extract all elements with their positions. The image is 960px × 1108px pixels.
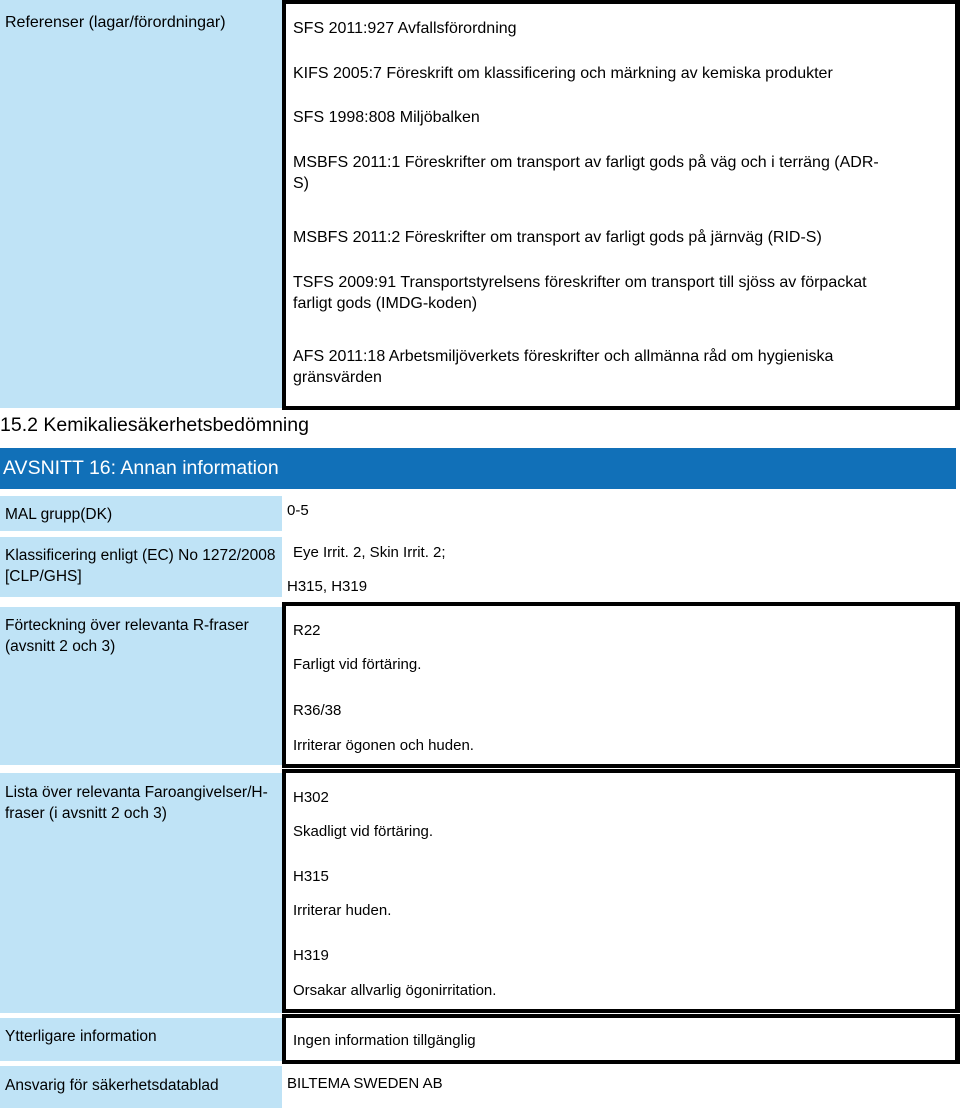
section-16-title: AVSNITT 16: Annan information (3, 457, 279, 479)
r-phrases-label: Förteckning över relevanta R-fraser (avsnitt 2 och 3) (5, 617, 249, 655)
reference-item: MSBFS 2011:1 Föreskrifter om transport av farligt gods på väg och i terräng (ADR-S) (293, 154, 879, 192)
classification-line-1: Eye Irrit. 2, Skin Irrit. 2; (293, 544, 446, 561)
mal-label: MAL grupp(DK) (5, 506, 113, 523)
h-phrase-code: H319 (293, 947, 329, 964)
h-phrase-code: H315 (293, 868, 329, 885)
r-phrase-text: Farligt vid förtäring. (293, 656, 422, 673)
reference-item: SFS 2011:927 Avfallsförordning (293, 20, 517, 37)
reference-item: SFS 1998:808 Miljöbalken (293, 109, 480, 126)
references-label: Referenser (lagar/förordningar) (5, 14, 226, 31)
responsible-label: Ansvarig för säkerhetsdatablad (5, 1077, 219, 1094)
r-phrases-label-cell (0, 607, 282, 765)
classification-label: Klassificering enligt (EC) No 1272/2008 [CLP/GHS] (5, 547, 276, 585)
r-phrase-code: R22 (293, 622, 321, 639)
responsible-label-cell (0, 1066, 282, 1108)
r-phrase-text: Irriterar ögonen och huden. (293, 737, 474, 754)
classification-label-cell (0, 537, 282, 597)
h-phrases-label: Lista över relevanta Faroangivelser/H-fraser (i avsnitt 2 och 3) (5, 784, 268, 822)
reference-item: KIFS 2005:7 Föreskrift om klassificering och märkning av kemiska produkter (293, 65, 833, 82)
mal-value: 0-5 (287, 502, 309, 519)
h-phrase-text: Skadligt vid förtäring. (293, 823, 434, 840)
subsection-15-2-heading: 15.2 Kemikaliesäkerhetsbedömning (0, 414, 309, 436)
h-phrase-code: H302 (293, 789, 329, 806)
additional-info-label: Ytterligare information (5, 1028, 157, 1045)
reference-item: AFS 2011:18 Arbetsmiljöverkets föreskrifter och allmänna råd om hygieniska gränsvärden (293, 348, 834, 386)
h-phrases-box (282, 769, 960, 1013)
classification-line-2: H315, H319 (287, 578, 368, 595)
mal-label-cell (0, 496, 282, 531)
h-phrase-text: Irriterar huden. (293, 902, 392, 919)
h-phrase-text: Orsakar allvarlig ögonirritation. (293, 982, 497, 999)
h-phrases-label-cell (0, 773, 282, 1013)
references-label-cell (0, 0, 282, 408)
section-16-header (0, 448, 956, 489)
additional-info-label-cell (0, 1018, 282, 1061)
r-phrase-code: R36/38 (293, 702, 342, 719)
additional-info-value: Ingen information tillgänglig (293, 1032, 476, 1049)
reference-item: TSFS 2009:91 Transportstyrelsens föreskrifter om transport till sjöss av förpackat farligt gods (IMDG-koden) (293, 274, 867, 312)
reference-item: MSBFS 2011:2 Föreskrifter om transport av farligt gods på järnväg (RID-S) (293, 229, 822, 246)
responsible-value: BILTEMA SWEDEN AB (287, 1075, 443, 1092)
